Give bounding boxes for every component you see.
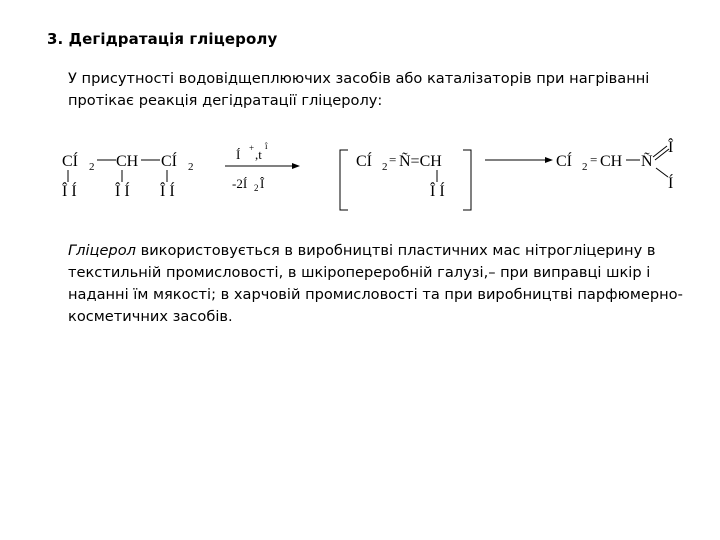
page-heading: 3. Дегідратація гліцеролу [47,30,278,48]
usage-term: Гліцерол [68,242,136,259]
glycerol-c2: CH [116,153,139,170]
product-left-sub: 2 [582,161,588,173]
usage-text: використовується в виробництві пластичних мас нітрогліцерину в текстильній промисловості, в шкіропереробній галузі,– при виправці шкір і наданні їм мякості; в харчовій промисловості та при виробництві парфюмерно-косметичних засобів. [68,242,683,325]
condition-above-sup2: î [265,141,268,151]
condition-above-mid: ,t [255,147,262,162]
product-right: Ñ [641,153,653,170]
glycerol-c3: CÍ [161,153,177,170]
glycerol-c3-sub: 2 [188,161,194,173]
reaction-conditions [225,141,300,193]
glycerol-oh-3: Î Í [160,183,175,200]
enol-mid: Ñ=CH [399,153,442,170]
product-eq: = [590,152,598,167]
product-o: Î [668,139,674,156]
enol-intermediate [340,150,471,210]
product-mid: CH [600,153,623,170]
condition-above: Í [236,147,241,162]
enol-eq: = [389,152,397,167]
product-left: CÍ [556,153,572,170]
glycerol-c1-sub: 2 [89,161,95,173]
glycerol-c1: CÍ [62,153,78,170]
enol-oh: Î Í [430,183,445,200]
right-bracket [463,150,471,210]
condition-below: -2Í [232,176,248,191]
left-bracket [340,150,348,210]
product-formula [556,137,674,192]
product-h: Í [668,175,674,192]
glycerol-oh-1: Î Í [62,183,77,200]
condition-above-sup: + [249,143,255,153]
enol-left: CÍ [356,153,372,170]
usage-paragraph [68,240,698,328]
intro-paragraph: У присутності водовідщеплюючих засобів або каталізаторів при нагріванні протікає реакція дегідратації гліцеролу: [68,70,650,109]
glycerol-formula [62,151,194,200]
enol-left-sub: 2 [382,161,388,173]
glycerol-oh-2: Î Í [115,183,130,200]
condition-below-sub: 2 [254,183,259,193]
condition-below-end: Î [260,176,265,191]
